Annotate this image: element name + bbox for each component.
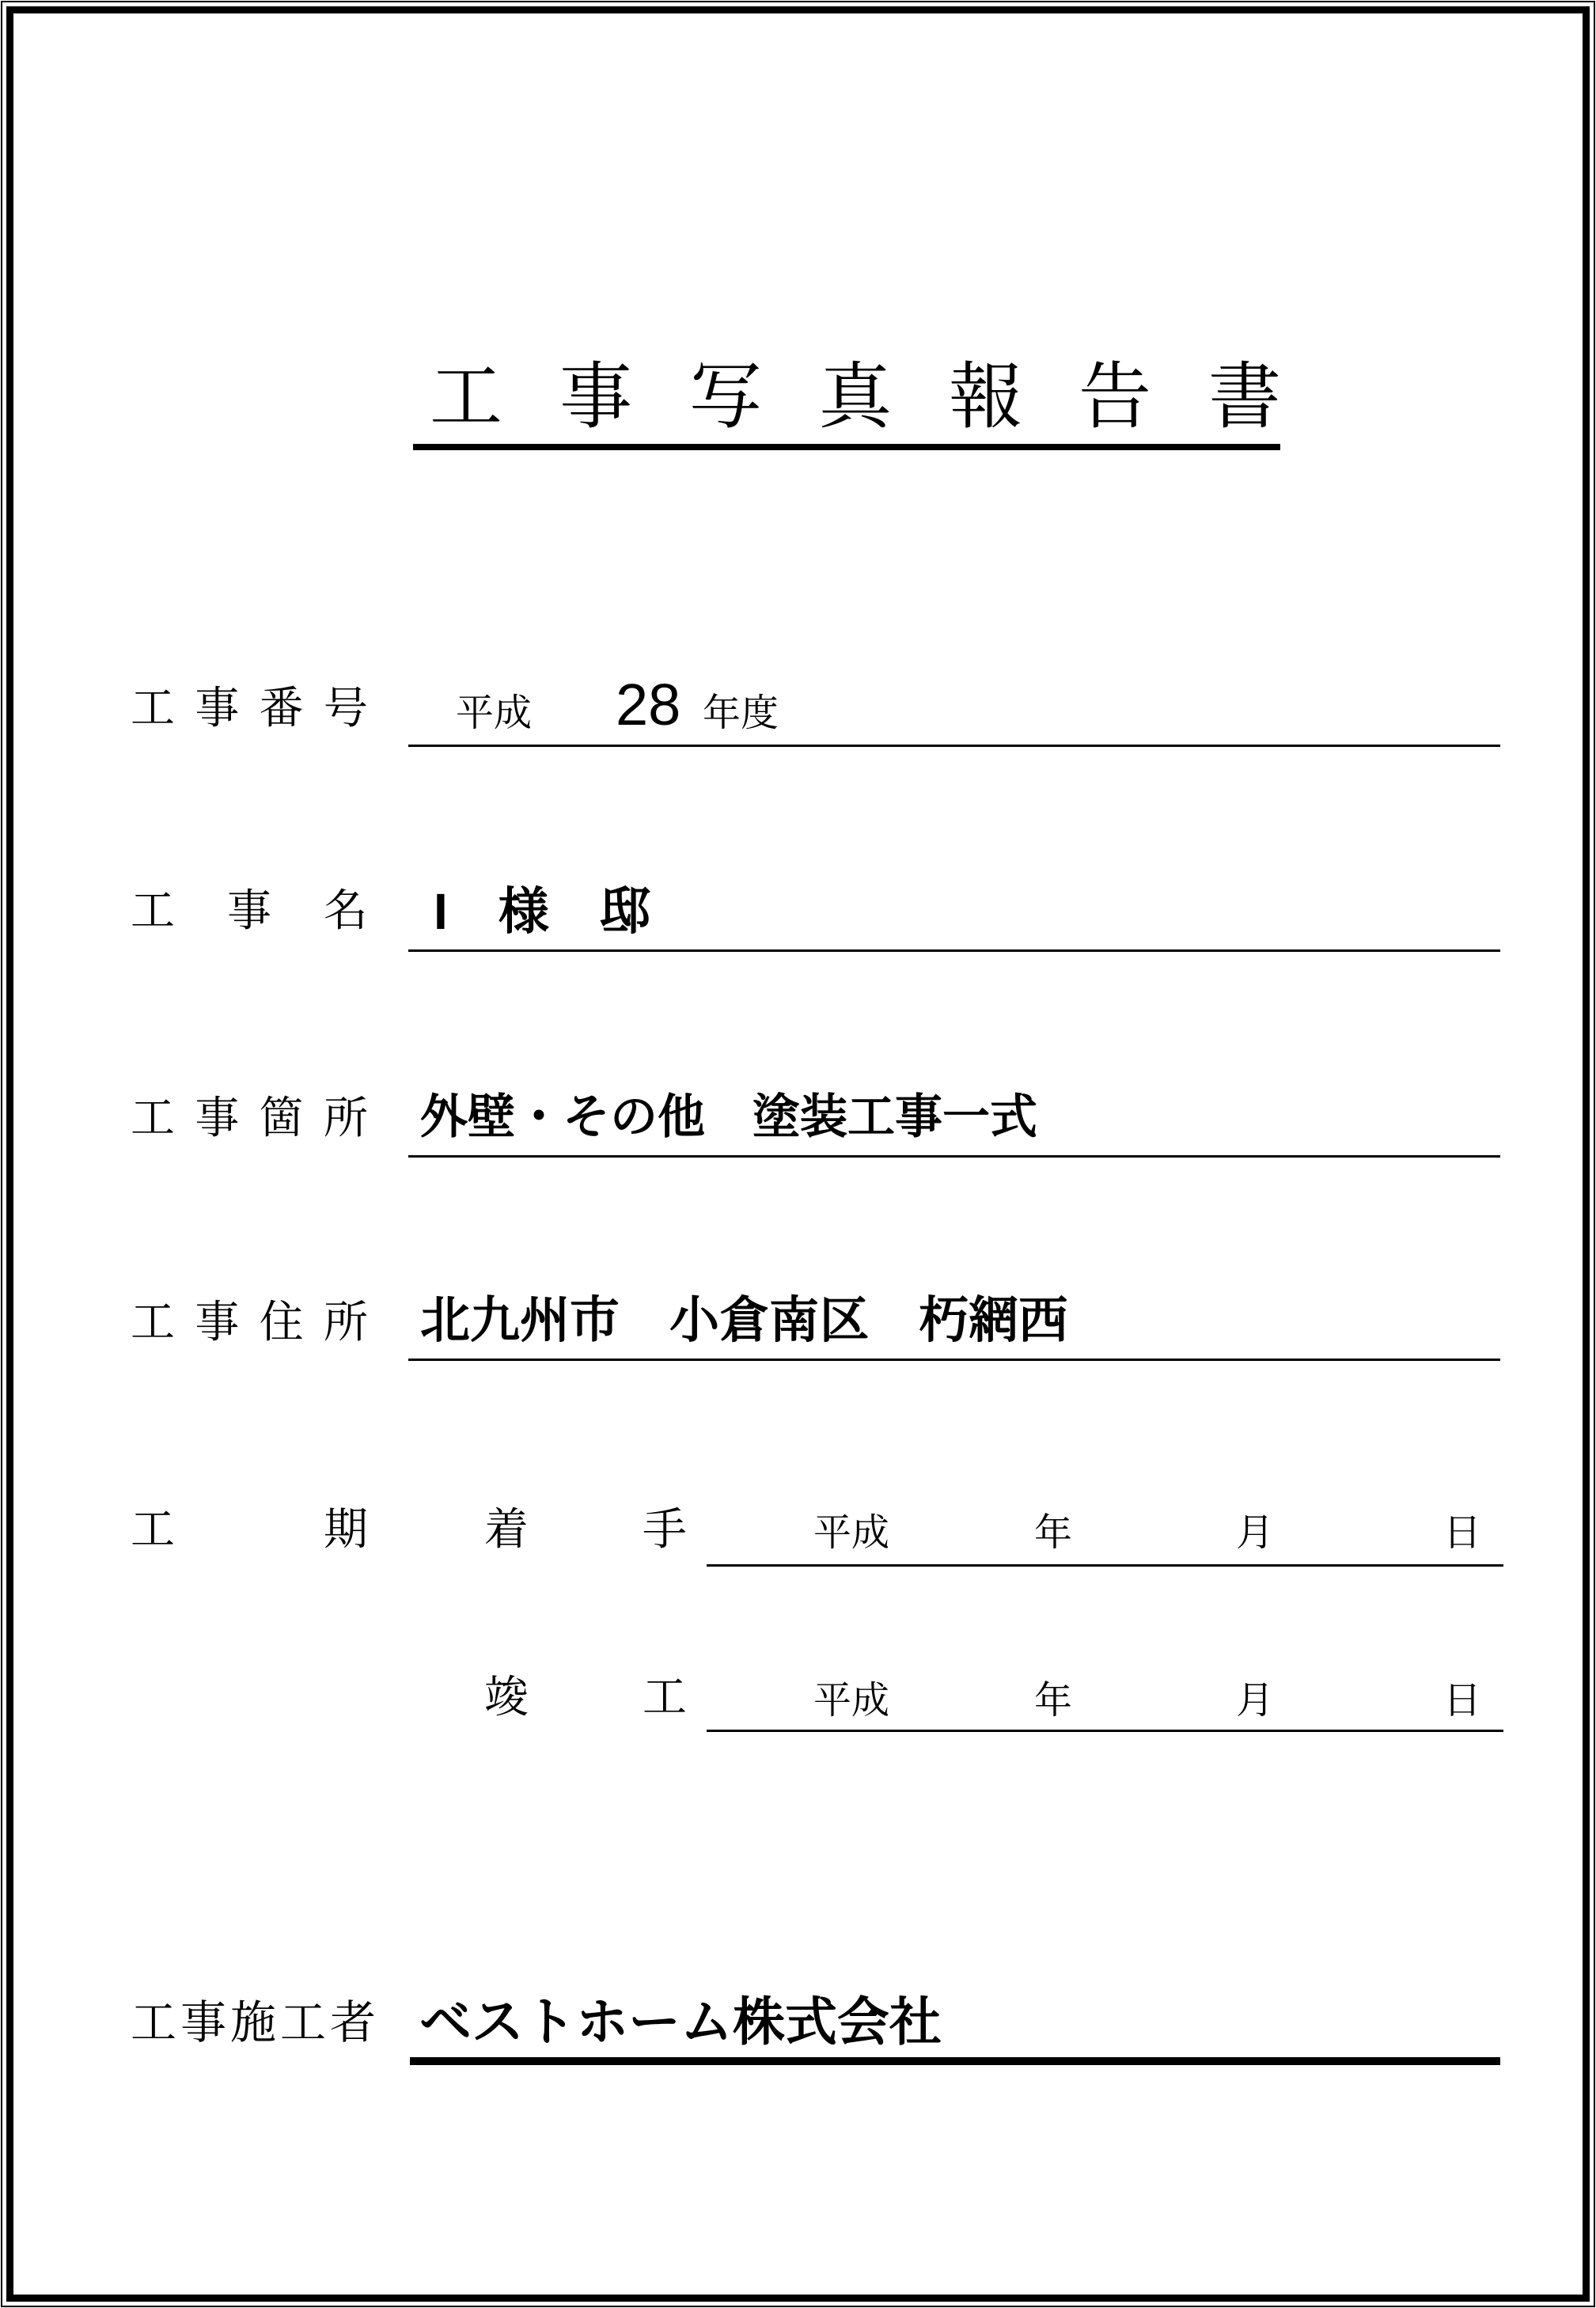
number-era-suffix: 年度 [703,692,779,734]
period-start-year-unit: 年 [1034,1512,1073,1554]
page-title: 工事写真報告書 [430,357,1339,438]
number-underline [408,745,1500,747]
page-outer-border [1,1,1595,2307]
period-end-underline [707,1730,1503,1732]
contractor-value: ベストホーム株式会社 [419,1992,942,2051]
period-end-month-unit: 月 [1236,1680,1275,1722]
period-start-month-unit: 月 [1236,1512,1275,1554]
period-start-underline [707,1564,1503,1567]
period-end-day-unit: 日 [1443,1680,1482,1722]
section-underline [408,1155,1500,1158]
section-value: 外壁・その他 塗装工事一式 [420,1090,1037,1143]
field-contractor-label: 工事施工者 [131,1997,381,2048]
address-underline [408,1359,1500,1361]
number-year: 28 [616,672,681,737]
period-start-label: 着 手 [484,1506,687,1555]
period-start-day-unit: 日 [1443,1512,1482,1554]
field-address-label: 工 事 住 所 [131,1298,368,1347]
period-end-era: 平成 [813,1680,890,1722]
name-value: I 様 邸 [434,883,650,940]
field-period-label: 工 期 [131,1506,368,1555]
name-underline [408,949,1500,952]
address-value: 北九州市 小倉南区 朽網西 [420,1293,1068,1348]
number-era: 平成 [456,692,533,734]
title-underline [413,444,1280,450]
period-start-era: 平成 [813,1512,890,1554]
field-section-label: 工 事 箇 所 [131,1094,368,1143]
field-name-label: 工 事 名 [131,887,368,936]
period-end-label: 竣 工 [484,1673,687,1722]
page-inner-border [6,6,1590,2302]
period-end-year-unit: 年 [1034,1680,1073,1722]
contractor-underline [410,2057,1500,2065]
field-number-label: 工 事 番 号 [131,684,368,733]
